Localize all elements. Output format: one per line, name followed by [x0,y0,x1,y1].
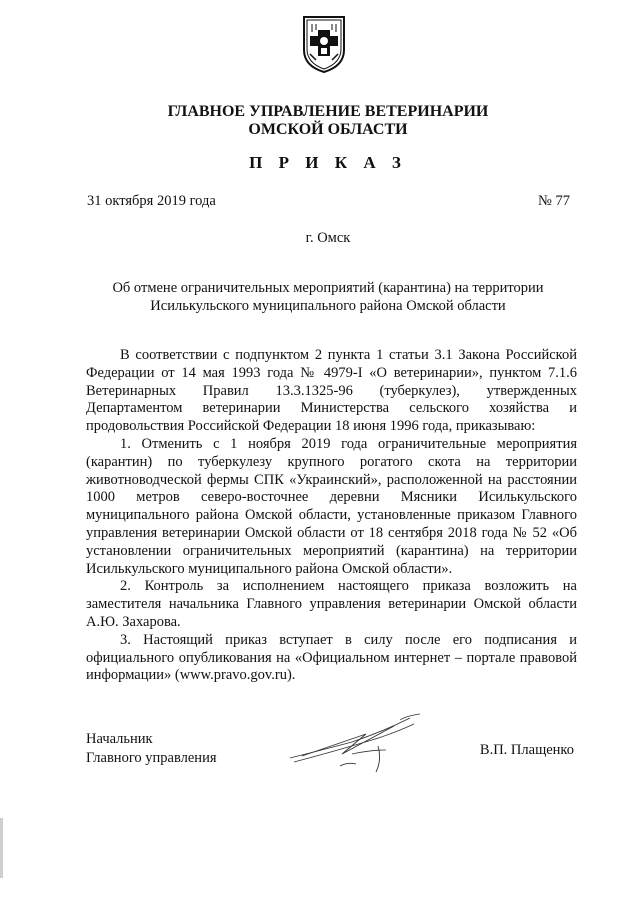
handwritten-signature-icon [282,710,432,780]
position-line: Главного управления [86,750,217,766]
document-date: 31 октября 2019 года [87,193,216,209]
order-item-1: 1. Отменить с 1 ноября 2019 года ограничительные мероприятия (карантин) по туберкулезу крупного рогатого скота на территории животноводческой фермы СПК «Украинский», расположенной на расстоянии 1000 метров северо-восточнее деревни Мясники Исилькульского муниципального района Омской области, установленные приказом Главного управления ветеринарии Омской области от 18 сентября 2018 года № 52 «Об установлении ограничительных мероприятий (карантина) на территории Исилькульского муниципального района Омской области». [86,435,577,577]
issuing-authority [0,103,640,139]
subject-line: Исилькульского муниципального района Омской области [150,298,506,314]
position-line: Начальник [86,731,153,747]
order-item-2: 2. Контроль за исполнением настоящего приказа возложить на заместителя начальника Главного управления ветеринарии Омской области А.Ю. Захарова. [86,578,577,630]
scan-margin-mark [0,818,3,878]
coat-of-arms-icon [300,14,348,74]
order-item-3: 3. Настоящий приказ вступает в силу после его подписания и официального опубликования на «Официальном интернет – портале правовой информации» (www.pravo.gov.ru). [86,631,577,684]
document-type-title: П Р И К А З [249,153,407,172]
subject-line: Об отмене ограничительных мероприятий (карантина) на территории [112,280,544,296]
signer-position [86,730,217,768]
document-city: г. Омск [305,230,351,246]
document-body [86,347,577,685]
signer-name: В.П. Плащенко [479,742,574,758]
document-subject [60,279,596,315]
preamble-paragraph: В соответствии с подпунктом 2 пункта 1 статьи 3.1 Закона Российской Федерации от 14 мая 1993 года № 4979-I «О ветеринарии», пунктом 7.1.6 Ветеринарных Правил 13.3.1325-96 (туберкулез), утвержденных Департаментом ветеринарии Министерства сельского хозяйства и продовольствия Российской Федерации 18 июня 1996 года, приказываю: [86,347,577,435]
authority-line: ОМСКОЙ ОБЛАСТИ [248,121,408,138]
document-number: № 77 [538,193,570,209]
authority-line: ГЛАВНОЕ УПРАВЛЕНИЕ ВЕТЕРИНАРИИ [167,103,489,120]
